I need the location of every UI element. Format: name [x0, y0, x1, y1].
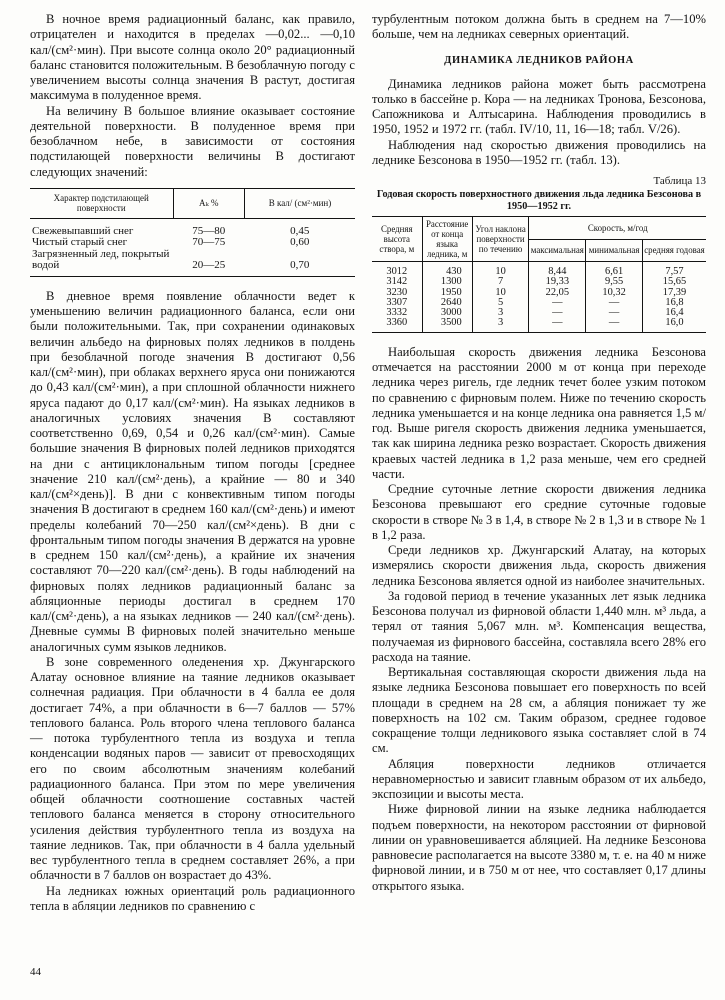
paragraph: На величину B большое влияние оказывает состояние деятельной поверхности. В полуденное время при безоблачном небе, в зависимости от состояния подстилающей поверхности величины B достигают следующих значений:	[30, 103, 355, 179]
paragraph: Наибольшая скорость движения ледника Безсонова отмечается на расстоянии 2000 м от конца при переходе ледника через ригель, где ледник течет более узким потоком по сравнению с фирновым полем. Ниже по течению скорость ледника уменьшается и на конце ледника она равняется 1,5 м/год. Выше ригеля скорость движения ледника уменьшается, так как ширина ледника резко возрастает. Скорость движения краевых частей ледника в 1,2 раза меньше, чем его средней части.	[372, 344, 706, 481]
table-cell: 3000	[422, 308, 472, 318]
table-cell: 75—80	[192, 224, 226, 237]
table-cell: 3500	[422, 318, 472, 332]
paragraph: Абляция поверхности ледников отличается неравномерностью и зависит главным образом от их альбедо, экспозиции и высоты места.	[372, 756, 706, 802]
table-row	[372, 308, 706, 318]
table-header: Aₖ %	[173, 188, 245, 218]
table-cell: 8,44	[529, 262, 586, 278]
table-cell: 15,65	[642, 277, 706, 287]
table-row	[372, 298, 706, 308]
table-header: максимальная	[529, 239, 586, 262]
paragraph: В ночное время радиационный баланс, как правило, отрицателен и находится в пределах —0,02... —0,10 кал/(см²·мин). При высоте солнца около 20° радиационный баланс становится положительным. В безоблачную погоду с увеличением высоты солнца значения B растут, достигая максимума в полуденное время.	[30, 12, 355, 103]
paragraph: Ниже фирновой линии на языке ледника наблюдается подъем поверхности, на некотором расстоянии от фирновой линии он уравновешивается абляцией. На леднике Безсонова равновесие располагается на высоте 3380 м, т. е. на 40 м ниже фирновой линии, и в 750 м от нее, что составляет 0,17 длины открытого языка.	[372, 802, 706, 893]
table-cell: —	[586, 318, 643, 332]
table-cell: 430	[422, 262, 472, 278]
albedo-balance-table	[30, 188, 355, 277]
table-label: Таблица 13	[653, 175, 706, 187]
table-cell: 16,8	[642, 298, 706, 308]
table-cell: —	[529, 308, 586, 318]
table-cell: 10	[472, 288, 529, 298]
paragraph: Динамика ледников района может быть рассмотрена только в бассейне р. Кора — на ледниках Тронова, Безсонова, Сапожникова и Алтысарина. Наблюдения проводились в 1950, 1952 и 1972 гг. (табл. IV/10, 11, 16—18; табл. V/26).	[372, 76, 706, 137]
paragraph: В зоне современного оледенения хр. Джунгарского Алатау основное влияние на таяние ледников оказывает солнечная радиация. При облачности в 4 балла ее доля достигает 74%, а при облачности в 6—7 баллов — 57% теплового баланса. Роль второго члена теплового баланса — потока турбулентного тепла из воздуха и тепла конденсации водяных паров — зависит от превосходящих его по своим абсолютным значениям колебаний радиационного баланса. При этом по мере увеличения общей облачности соотношение составных частей теплового баланса меняется в сторону относительного усиления действия турбулентного тепла из воздуха на таяние ледников. Так, при облачности в 4 балла удельный вес турбулентного тепла в среднем составляет 26%, а при облачности в 7 баллов он возрастает до 43%.	[30, 654, 355, 883]
table-cell: —	[586, 308, 643, 318]
table-cell: Свежевыпавший снег	[32, 224, 134, 237]
table-cell: 16,0	[642, 318, 706, 332]
table-row	[30, 218, 355, 237]
table-cell: Чистый старый снег	[32, 236, 128, 249]
table-row	[372, 262, 706, 278]
table-cell: 7	[472, 277, 529, 287]
table-header: B кал/ (см²·мин)	[245, 188, 356, 218]
table-cell: 1300	[422, 277, 472, 287]
glacier-speed-table	[372, 216, 706, 333]
table-cell: 0,45	[290, 224, 310, 237]
table-cell: —	[529, 318, 586, 332]
table-cell: 3307	[386, 296, 408, 308]
table-cell: 6,61	[586, 262, 643, 278]
table-header: Расстояние от конца языка ледника, м	[422, 217, 472, 262]
table-header: Средняя высота створа, м	[372, 217, 422, 262]
table-cell: 3332	[386, 307, 408, 319]
table-cell: 3142	[386, 276, 408, 288]
table-cell: 3	[472, 308, 529, 318]
table-cell: 7,57	[642, 262, 706, 278]
table-cell: —	[529, 298, 586, 308]
table-cell: 19,33	[529, 277, 586, 287]
paragraph: Наблюдения над скоростью движения проводились на леднике Безсонова в 1950—1952 гг. (табл. 13).	[372, 137, 706, 167]
table-cell: 10,32	[586, 288, 643, 298]
section-title: ДИНАМИКА ЛЕДНИКОВ РАЙОНА	[444, 54, 634, 66]
table-cell: 0,60	[290, 236, 310, 249]
table-cell: 20—25	[173, 249, 245, 277]
table-cell: 1950	[422, 288, 472, 298]
table-cell: 22,05	[529, 288, 586, 298]
table-cell: 3360	[372, 318, 422, 332]
table-cell: Загрязненный лед, покрытый водой	[30, 249, 173, 277]
table-cell: 16,4	[642, 308, 706, 318]
table-cell: —	[586, 298, 643, 308]
table-cell: 3012	[386, 266, 408, 277]
table-header: средняя годовая	[642, 239, 706, 262]
paragraph: Среди ледников хр. Джунгарский Алатау, на которых измерялись скорости движения льда, скорость движения ледника Безсонова является одной из наиболее значительных.	[372, 543, 706, 588]
table-row	[30, 249, 355, 277]
paragraph: турбулентным потоком должна быть в среднем на 7—10% больше, чем на ледниках северных ориентаций.	[372, 12, 706, 42]
table-row	[372, 288, 706, 298]
table-cell: 3230	[386, 286, 408, 298]
table-header: Скорость, м/год	[529, 217, 706, 240]
page-number: 44	[30, 966, 41, 978]
paragraph: На ледниках южных ориентаций роль радиационного тепла в абляции ледников по сравнению с	[30, 883, 355, 913]
table-header: минимальная	[586, 239, 643, 262]
table-cell: 10	[472, 262, 529, 278]
right-column	[372, 12, 706, 894]
table-cell: 2640	[422, 298, 472, 308]
table-header: Угол наклона поверхности по течению	[472, 217, 529, 262]
table-cell: 9,55	[586, 277, 643, 287]
paragraph: В дневное время появление облачности ведет к уменьшению величин радиационного баланса, если они были положительными. Так, при сохранении одинаковых величин альбедо на фирновых полях ледников в полдень при безоблачной погоде значения B достигают 0,56 кал/(см²·мин), при облаках верхнего яруса они понижаются до 0,43 кал/(см²·мин), а при сплошной облачности нижнего яруса падают до 0,17 кал/(см²·мин). На языках ледников в аналогичных условиях значения B составляют соответственно 0,69, 0,54 и 0,26 кал/(см²·мин). Самые большие значения B фирновых полей ледников приходятся на дни с антициклональным типом погоды [среднее значение 210 кал/(см²·день), а крайние — 80 и 340 кал/(см²×день)]. В дни с конвективным типом погоды значения B достигают в среднем 160 кал/(см²·день) и имеют пределы колебаний 70—250 кал/(см²×день). В дни с фронтальным типом погоды значения B держатся на уровне в среднем 150 кал/(см²·день), а крайние их значения составляют 70—220 кал/(см²·день). В годы наблюдений на фирновых полях ледников радиационный баланс за абляционные периоды достигал в среднем 170 кал/(см²·день), а на языках ледников — 240 кал/(см²·день). Дневные суммы B фирновых полей значительно меньше аналогичных сумм языков ледников.	[30, 288, 355, 654]
paragraph: За годовой период в течение указанных лет язык ледника Безсонова получал из фирновой области 1,440 млн. м³ льда, а терял от таяния 5,067 млн. м³. Компенсация вещества, получаемая из фирнового бассейна, составляла всего 28% его расхода на таяние.	[372, 588, 706, 664]
paragraph: Средние суточные летние скорости движения ледника Безсонова превышают его средние суточные годовые скорости в створе № 3 в 1,4, в створе № 2 в 1,3 и в створе № 1 в 1,2 раза.	[372, 482, 706, 542]
paragraph: Вертикальная составляющая скорости движения льда на языке ледника Безсонова повышает его поверхность по всей площади в среднем на 28 см, а абляция понижает ту же поверхность на 102 см. Таким образом, среднее годовое сокращение толщи ледникового языка составляет слой в 74 см.	[372, 665, 706, 756]
table-cell: 17,39	[642, 288, 706, 298]
table-cell: 0,70	[245, 249, 356, 277]
table-header: Характер подстилающей поверхности	[30, 188, 173, 218]
table-caption: Годовая скорость поверхностного движения льда ледника Безсонова в 1950—1952 гг.	[376, 189, 702, 212]
table-cell: 3	[472, 318, 529, 332]
table-cell: 70—75	[192, 236, 226, 249]
table-row	[372, 318, 706, 332]
table-cell: 5	[472, 298, 529, 308]
table-row	[372, 277, 706, 287]
left-column	[30, 12, 355, 914]
